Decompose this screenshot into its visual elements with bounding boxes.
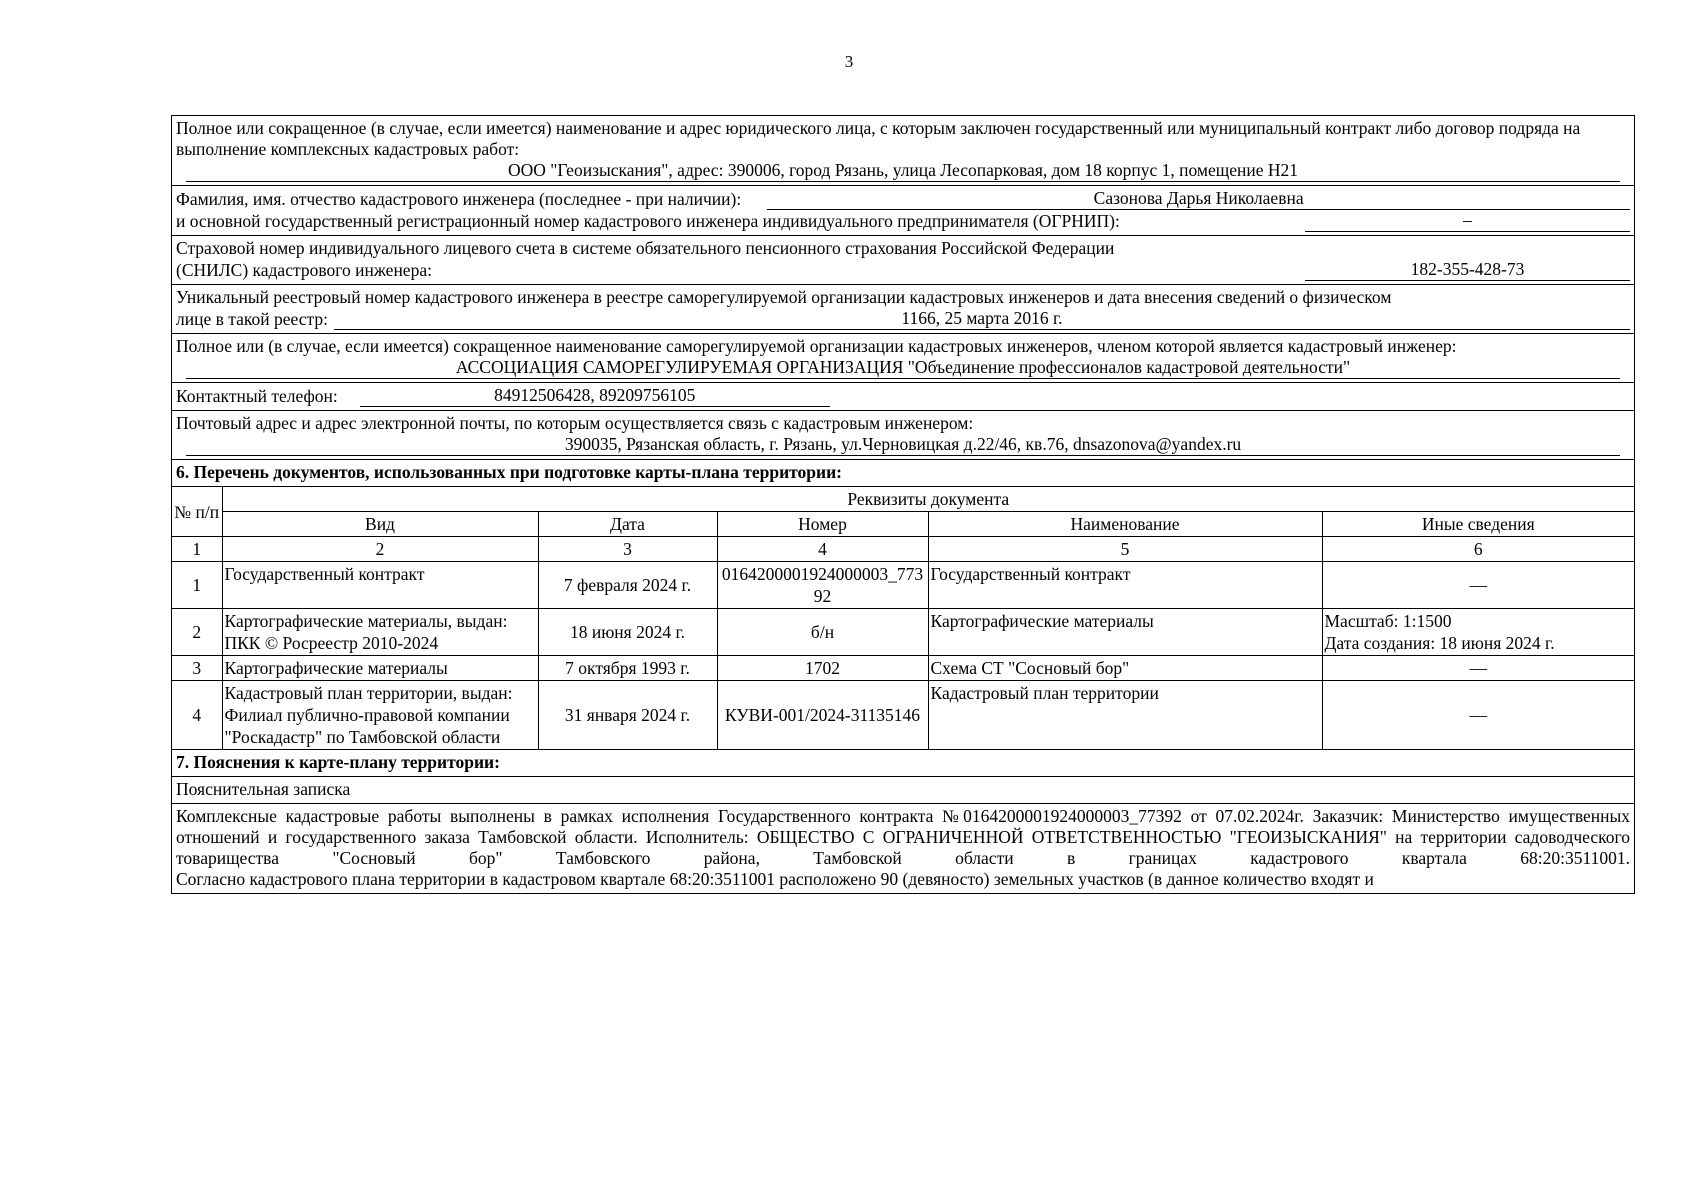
row-num: 1 [172, 562, 222, 609]
column-number-row [172, 537, 1634, 562]
header-kind: Вид [222, 512, 538, 537]
col-number: 4 [717, 537, 928, 562]
row-num: 4 [172, 681, 222, 750]
address-value: 390035, Рязанская область, г. Рязань, ул.Черновицкая д.22/46, кв.76, dnsazonova@yandex.ru [186, 434, 1620, 456]
row-kind: Кадастровый план территории, выдан: Филиал публично-правовой компании "Роскадастр" по Тамбовской области [222, 681, 538, 750]
snils-section [172, 236, 1634, 285]
snils-label-line2: (СНИЛС) кадастрового инженера: [176, 260, 432, 280]
row-other-line: Дата создания: 18 июня 2024 г. [1324, 633, 1555, 653]
row-number: 1702 [717, 656, 928, 681]
engineer-name-value: Сазонова Дарья Николаевна [767, 188, 1630, 210]
row-date: 7 февраля 2024 г. [538, 562, 717, 609]
ogrnip-value: – [1305, 210, 1630, 232]
col-number: 3 [538, 537, 717, 562]
row-num: 3 [172, 656, 222, 681]
registry-section [172, 285, 1634, 334]
row-other [1322, 609, 1634, 656]
row-other: — [1322, 562, 1634, 609]
row-kind: Картографические материалы, выдан: ПКК © Росреестр 2010-2024 [222, 609, 538, 656]
section7-paragraph: Комплексные кадастровые работы выполнены в рамках исполнения Государственного контракта №0164200001924000003_77392 от 07.02.2024г. Заказчик: Министерство имущественных отношений и государственного заказа Тамбовской области. Исполнитель: ОБЩЕСТВО С ОГРАНИЧЕННОЙ ОТВЕТСТВЕННОСТЬЮ "ГЕОИЗЫСКАНИЯ" на территории садоводческого товарищества "Сосновый бор" Тамбовского района, Тамбовской области в границах кадастрового квартала 68:20:3511001. [176, 806, 1630, 868]
group-header: Реквизиты документа [222, 487, 1634, 512]
snils-value: 182-355-428-73 [1305, 259, 1630, 281]
col-number: 5 [928, 537, 1322, 562]
row-number: 0164200001924000003_77392 [717, 562, 928, 609]
section7-subtitle: Пояснительная записка [172, 777, 1634, 804]
documents-table-wrapper [172, 487, 1634, 750]
row-kind: Картографические материалы [222, 656, 538, 681]
phone-section [172, 383, 1634, 411]
contractor-section [172, 116, 1634, 186]
engineer-name-label: Фамилия, имя. отчество кадастрового инженера (последнее - при наличии): [176, 189, 742, 209]
row-other: — [1322, 681, 1634, 750]
row-date: 31 января 2024 г. [538, 681, 717, 750]
header-number: Номер [717, 512, 928, 537]
header-name: Наименование [928, 512, 1322, 537]
section7-title: 7. Пояснения к карте-плану территории: [172, 750, 1634, 777]
snils-label-line1: Страховой номер индивидуального лицевого счета в системе обязательного пенсионного страхования Российской Федерации [176, 238, 1115, 258]
address-section [172, 411, 1634, 460]
row-other: — [1322, 656, 1634, 681]
row-number: б/н [717, 609, 928, 656]
row-name: Государственный контракт [928, 562, 1322, 609]
ogrnip-label: и основной государственный регистрационный номер кадастрового инженера индивидуального предпринимателя (ОГРНИП): [176, 211, 1120, 231]
table-row [172, 656, 1634, 681]
section6-title: 6. Перечень документов, использованных при подготовке карты-плана территории: [172, 460, 1634, 487]
phone-value: 84912506428, 89209756105 [360, 385, 830, 407]
section7-body [172, 804, 1634, 893]
table-row [172, 681, 1634, 750]
phone-label: Контактный телефон: [176, 386, 338, 406]
col-number: 2 [222, 537, 538, 562]
row-name: Схема СТ "Сосновый бор" [928, 656, 1322, 681]
row-kind: Государственный контракт [222, 562, 538, 609]
header-other: Иные сведения [1322, 512, 1634, 537]
address-label: Почтовый адрес и адрес электронной почты, по которым осуществляется связь с кадастровым инженером: [176, 413, 974, 433]
engineer-section [172, 186, 1634, 236]
row-date: 18 июня 2024 г. [538, 609, 717, 656]
col-number: 6 [1322, 537, 1634, 562]
sro-value: АССОЦИАЦИЯ САМОРЕГУЛИРУЕМАЯ ОРГАНИЗАЦИЯ "Объединение профессионалов кадастровой деятельности" [186, 357, 1620, 379]
table-row [172, 562, 1634, 609]
contractor-label: Полное или сокращенное (в случае, если имеется) наименование и адрес юридического лица, с которым заключен государственный или муниципальный контракт либо договор подряда на выполнение комплексных кадастровых работ: [176, 118, 1581, 159]
registry-value: 1166, 25 марта 2016 г. [334, 308, 1630, 330]
contractor-value: ООО "Геоизыскания", адрес: 390006, город Рязань, улица Лесопарковая, дом 18 корпус 1, помещение Н21 [186, 160, 1620, 182]
table-header-row [172, 487, 1634, 512]
row-number: КУВИ-001/2024-31135146 [717, 681, 928, 750]
row-name: Кадастровый план территории [928, 681, 1322, 750]
row-num: 2 [172, 609, 222, 656]
row-other-line: Масштаб: 1:1500 [1324, 611, 1452, 631]
row-date: 7 октября 1993 г. [538, 656, 717, 681]
document-frame [171, 115, 1635, 894]
row-name: Картографические материалы [928, 609, 1322, 656]
col-number: 1 [172, 537, 222, 562]
registry-label-line1: Уникальный реестровый номер кадастрового инженера в реестре саморегулируемой организации кадастровых инженеров и дата внесения сведений о физическом [176, 287, 1392, 307]
table-row [172, 609, 1634, 656]
header-date: Дата [538, 512, 717, 537]
page-number: 3 [844, 52, 854, 71]
documents-table [172, 487, 1634, 749]
section7-last-line: Согласно кадастрового плана территории в кадастровом квартале 68:20:3511001 расположено 90 (девяносто) земельных участков (в данное количество входят и [176, 869, 1374, 889]
sro-label: Полное или (в случае, если имеется) сокращенное наименование саморегулируемой организации кадастровых инженеров, членом которой является кадастровый инженер: [176, 336, 1457, 356]
table-header-row [172, 512, 1634, 537]
num-header: № п/п [172, 487, 222, 537]
registry-label-line2: лице в такой реестр: [176, 309, 328, 329]
sro-section [172, 334, 1634, 383]
